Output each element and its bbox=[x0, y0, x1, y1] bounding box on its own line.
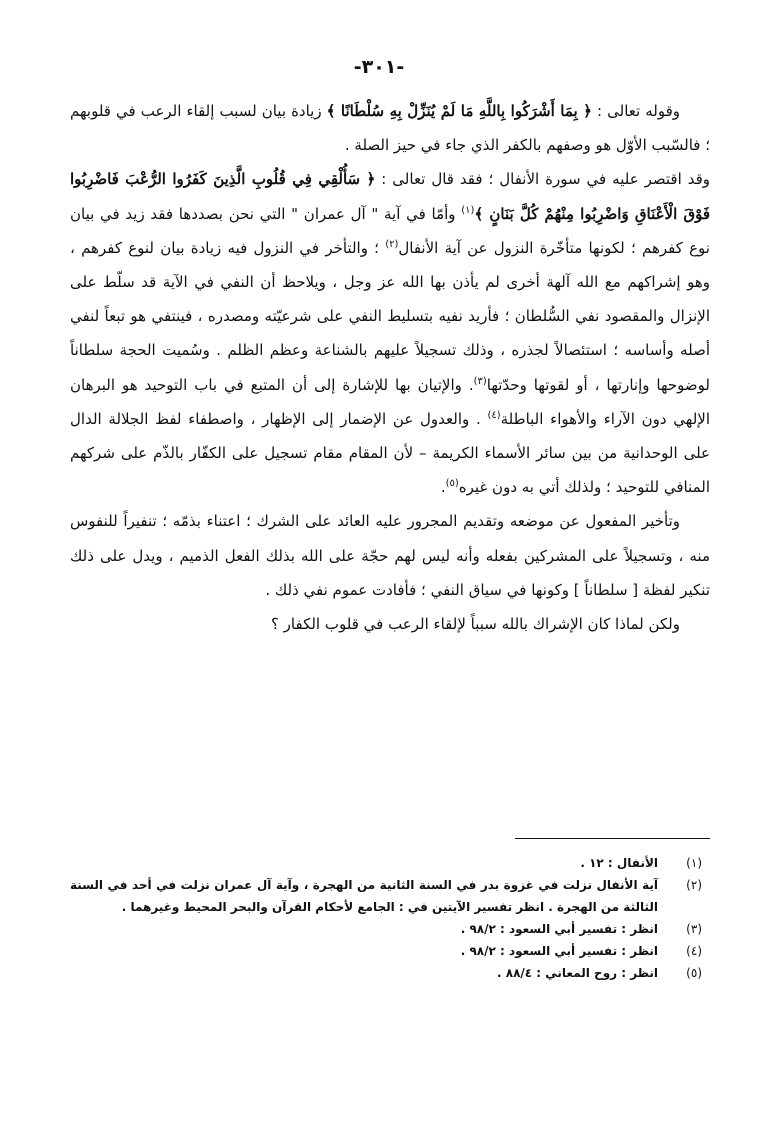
paragraph-1 bbox=[70, 94, 710, 162]
footnote-number: (٤) bbox=[686, 944, 702, 958]
footnote-ref[interactable]: (٥) bbox=[445, 478, 459, 490]
text-run: . bbox=[440, 478, 446, 497]
footnote-text: الأنفال : ١٢ . bbox=[580, 856, 658, 870]
text-run: وأمّا في آية " آل عمران " التي نحن بصددها فقد زيد في بيان نوع كفرهم ؛ لكونها متأخّرة النزول عن آية الأنفال bbox=[70, 204, 710, 257]
paragraph-4: ولكن لماذا كان الإشراك بالله سبباً لإلقاء الرعب في قلوب الكفار ؟ bbox=[270, 615, 680, 634]
footnote-text: انظر : تفسير أبي السعود : ٩٨/٢ . bbox=[460, 922, 658, 936]
footnote-text: آية الأنفال نزلت في غزوة بدر في السنة الثانية من الهجرة ، وآية آل عمران نزلت في أحد في السنة الثالثة من الهجرة . انظر تفسير الآيتين في : الجامع لأحكام القرآن والبحر المحيط وغيرهما . bbox=[70, 878, 658, 914]
text-run: زيادة بيان لسبب إلقاء الرعب في قلوبهم ؛ فالسّبب الأوّل هو وصفهم بالكفر الذي جاء في حيز الصلة . bbox=[70, 102, 710, 155]
footnote-4 bbox=[70, 940, 710, 962]
quran-quote: ﴿ بِمَا أَشْرَكُوا بِاللَّهِ مَا لَمْ يُنَزِّلْ بِهِ سُلْطَانًا ﴾ bbox=[326, 102, 592, 120]
quran-quote: ﴿ سَأُلْقِي فِي قُلُوبِ الَّذِينَ كَفَرُوا الرُّعْبَ فَاضْرِبُوا فَوْقَ الْأَعْنَاقِ وَاضْرِبُوا مِنْهُمْ كُلَّ بَنَانٍ ﴾ bbox=[70, 170, 710, 223]
footnote-text: انظر : روح المعاني : ٨٨/٤ . bbox=[497, 966, 658, 980]
footnote-2 bbox=[70, 874, 710, 918]
text-run: ؛ والتأخر في النزول فيه زيادة بيان لنوع كفرهم ، وهو إشراكهم مع الله آلهة أخرى لم يأذن بها الله عز وجل ، ويلاحظ أن النفي في الآية قد سلّط على الإنزال والمقصود نفي السُّلطان ؛ فأريد نفيه بتسليط النفي على شرعيّته ومصدره ، فينتفي هو تبعاً لنفي أصله وأساسه ؛ استئصالاً لجذره ، وذلك تسجيلاً عليهم بالشناعة وعظم الظلم . وسُميت الحجة سلطاناً لوضوحها وإنارتها ، أو لقوتها وحدّتها bbox=[70, 238, 710, 394]
text-run: . والإتيان بها للإشارة إلى أن المتبع في باب التوحيد هو البرهان الإلهي دون الآراء والأهواء الباطلة bbox=[70, 375, 710, 428]
page-number: -٣٠١- bbox=[353, 56, 405, 78]
footnote-ref[interactable]: (٢) bbox=[385, 238, 399, 250]
footnote-3 bbox=[70, 918, 710, 940]
footnote-text: انظر : تفسير أبي السعود : ٩٨/٢ . bbox=[460, 944, 658, 958]
footnote-ref[interactable]: (١) bbox=[461, 204, 475, 216]
text-run: وقوله تعالى : bbox=[591, 102, 680, 120]
footnote-number: (١) bbox=[686, 856, 702, 870]
footnote-5 bbox=[70, 962, 710, 984]
paragraph-2 bbox=[70, 162, 710, 504]
paragraph-3: وتأخير المفعول عن موضعه وتقديم المجرور عليه العائد على الشرك ؛ اعتناء بذمّه ؛ تنفيراً للنفوس منه ، وتسجيلاً على المشركين بفعله وأنه ليس لهم حجّة على الله بذلك الفعل الذميم ، ويدل على ذلك تنكير لفظة [ سلطاناً ] وكونها في سياق النفي ؛ فأفادت عموم نفي ذلك . bbox=[70, 512, 710, 599]
footnotes bbox=[70, 852, 710, 984]
footnote-number: (٢) bbox=[686, 878, 702, 892]
footnote-1 bbox=[70, 852, 710, 874]
footnote-number: (٣) bbox=[686, 922, 702, 936]
text-run: . والعدول عن الإضمار إلى الإظهار ، واصطفاء لفظ الجلالة الدال على الوحدانية من بين سائر الأسماء الكريمة – لأن المقام مقام تسجيل على الكفّار بالذّم على شركهم المنافي للتوحيد ؛ ولذلك أتي به دون غيره bbox=[70, 409, 710, 497]
footnote-divider bbox=[515, 838, 710, 839]
footnote-number: (٥) bbox=[686, 966, 702, 980]
text-run: وقد اقتصر عليه في سورة الأنفال ؛ فقد قال تعالى : bbox=[375, 170, 711, 189]
footnote-ref[interactable]: (٤) bbox=[487, 409, 501, 421]
body-text bbox=[70, 94, 710, 641]
footnote-ref[interactable]: (٣) bbox=[473, 375, 487, 387]
